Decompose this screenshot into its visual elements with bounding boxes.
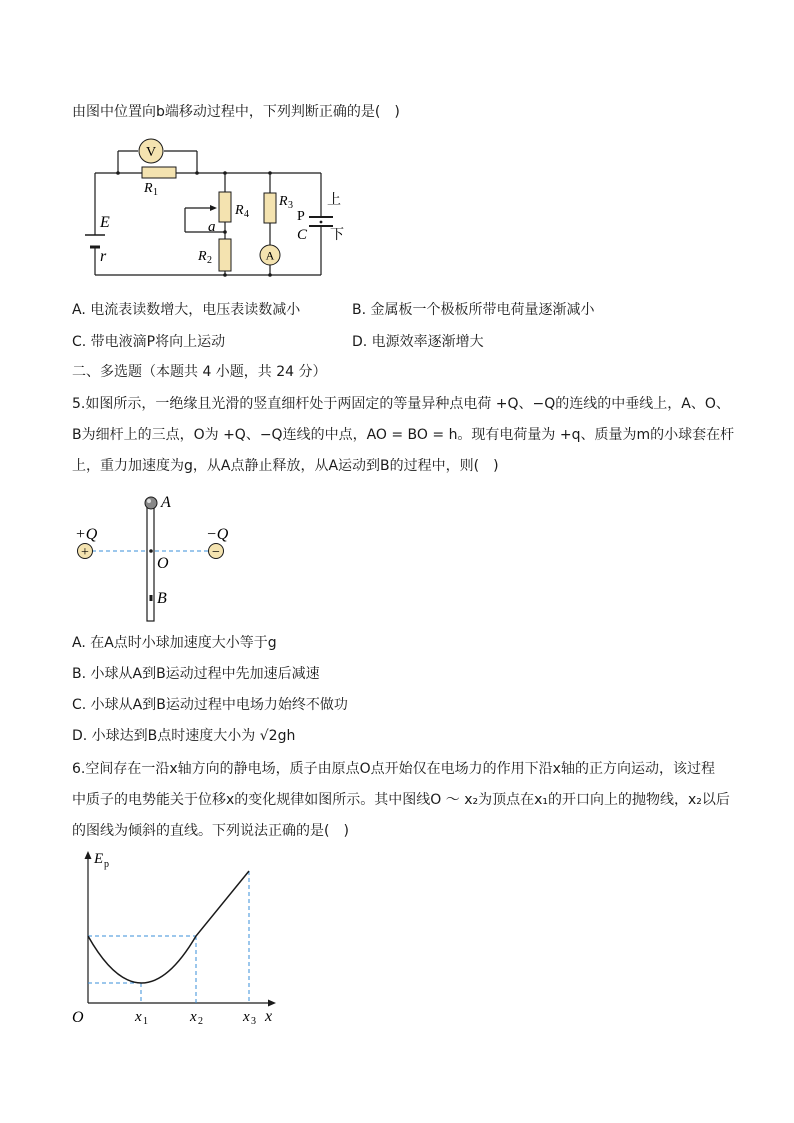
- q5-option-b: B. 小球从A到B运动过程中先加速后减速: [72, 666, 320, 682]
- r1-label: R: [144, 181, 153, 196]
- point-o-label: O: [157, 555, 169, 572]
- q4-option-a: A. 电流表读数增大，电压表读数减小: [72, 302, 301, 318]
- r4-sub: 4: [244, 209, 249, 220]
- graph-x-axis-label: x: [265, 1008, 273, 1025]
- r3-sub: 3: [288, 200, 293, 211]
- emf-label: E: [100, 214, 110, 231]
- point-b-label: B: [157, 590, 167, 607]
- q4-circuit-figure: [80, 135, 350, 280]
- plus-q-label: +Q: [75, 526, 98, 543]
- q5-option-a: A. 在A点时小球加速度大小等于g: [72, 635, 277, 651]
- graph-x2-label: x: [190, 1009, 197, 1025]
- q5-stem-line2: B为细杆上的三点，O为 +Q、−Q连线的中点，AO = BO = h。现有电荷量为 +q、质量为m的小球套在杆: [72, 427, 735, 443]
- graph-x1-sub: 1: [143, 1016, 148, 1027]
- q5-stem-line3: 上，重力加速度为g，从A点静止释放，从A运动到B的过程中，则( ): [72, 458, 499, 474]
- capacitor-c-label: C: [297, 227, 308, 243]
- q6-stem-line2: 中质子的电势能关于位移x的变化规律如图所示。其中图线O ～ x₂为顶点在x₁的开口向上的抛物线，x₂以后: [72, 792, 730, 808]
- graph-x1-label: x: [135, 1009, 142, 1025]
- q4-option-c: C. 带电液滴P将向上运动: [72, 334, 226, 350]
- r2-label: R: [198, 249, 207, 264]
- graph-y-label-sub: p: [104, 859, 109, 870]
- r2-sub: 2: [207, 255, 212, 266]
- q6-potential-energy-graph: [68, 845, 288, 1030]
- plate-top-label: 上: [327, 193, 341, 208]
- ammeter-label: A: [265, 248, 275, 263]
- q4-option-b: B. 金属板一个极板所带电荷量逐渐减小: [352, 302, 595, 318]
- q4-stem: 由图中位置向b端移动过程中，下列判断正确的是( ): [72, 104, 400, 120]
- q5-option-c: C. 小球从A到B运动过程中电场力始终不做功: [72, 697, 348, 713]
- graph-x2-sub: 2: [198, 1016, 203, 1027]
- q6-stem-line3: 的图线为倾斜的直线。下列说法正确的是( ): [72, 823, 349, 839]
- graph-y-label: E: [94, 851, 104, 867]
- r1-sub: 1: [153, 187, 158, 198]
- graph-origin-label: O: [72, 1009, 84, 1026]
- q5-charges-figure: [72, 487, 242, 627]
- plus-charge-sign: +: [81, 545, 89, 560]
- graph-x3-sub: 3: [251, 1016, 256, 1027]
- voltmeter-label: V: [145, 145, 157, 160]
- droplet-p-label: P: [297, 209, 305, 224]
- q5-option-d: D. 小球达到B点时速度大小为 √2gh: [72, 728, 296, 744]
- r3-label: R: [279, 194, 288, 209]
- internal-resistance-label: r: [100, 248, 107, 265]
- q6-stem-line1: 6.空间存在一沿x轴方向的静电场，质子由原点O点开始仅在电场力的作用下沿x轴的正方向运动，该过程: [72, 761, 715, 777]
- minus-q-label: −Q: [206, 526, 229, 543]
- plate-bottom-label: 下: [330, 228, 344, 243]
- section2-heading: 二、多选题（本题共 4 小题，共 24 分）: [72, 364, 327, 380]
- q5-stem-line1: 5.如图所示，一绝缘且光滑的竖直细杆处于两固定的等量异种点电荷 +Q、−Q的连线的中垂线上，A、O、: [72, 396, 730, 412]
- minus-charge-sign: −: [212, 545, 220, 560]
- q4-option-d: D. 电源效率逐渐增大: [352, 334, 484, 350]
- point-a-label: A: [161, 494, 171, 511]
- r4-label: R: [235, 203, 244, 218]
- slider-a-label: a: [208, 219, 216, 235]
- graph-x3-label: x: [243, 1009, 250, 1025]
